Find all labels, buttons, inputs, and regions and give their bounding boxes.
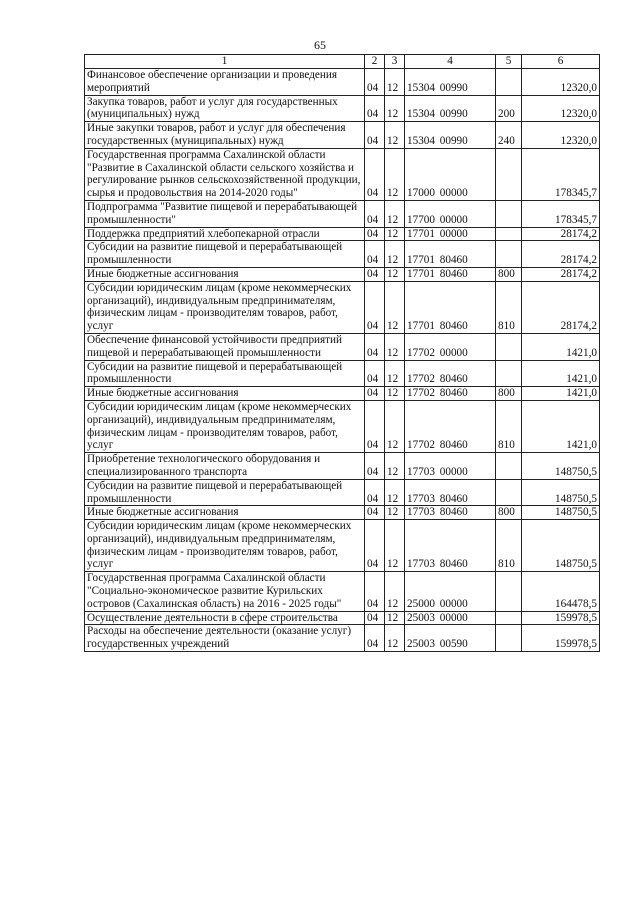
amount: 164478,5: [522, 572, 600, 611]
table-row: [85, 387, 600, 401]
expense-type-code: 800: [496, 387, 522, 401]
expense-type-code: [496, 200, 522, 227]
expense-type-code: 800: [496, 267, 522, 281]
expense-type-code: [496, 69, 522, 96]
table-row: [85, 453, 600, 480]
table-row: [85, 333, 600, 360]
row-label: Субсидии на развитие пищевой и перерабатывающей промышленности: [85, 479, 365, 506]
section-code: 04: [365, 572, 385, 611]
subsection-code: 12: [385, 479, 405, 506]
subsection-code: 12: [385, 122, 405, 149]
subsection-code: 12: [385, 506, 405, 520]
amount: 1421,0: [522, 387, 600, 401]
row-label: Иные закупки товаров, работ и услуг для обеспечения государственных (муниципальных) нужд: [85, 122, 365, 149]
section-code: 04: [365, 69, 385, 96]
target-article-code: 25000 00000: [405, 572, 496, 611]
subsection-code: 12: [385, 400, 405, 452]
row-label: Обеспечение финансовой устойчивости предприятий пищевой и перерабатывающей промышленности: [85, 333, 365, 360]
target-article-code: 17701 80460: [405, 241, 496, 268]
section-code: 04: [365, 400, 385, 452]
row-label: Подпрограмма "Развитие пищевой и перерабатывающей промышленности": [85, 200, 365, 227]
row-label: Приобретение технологического оборудования и специализированного транспорта: [85, 453, 365, 480]
subsection-code: 12: [385, 241, 405, 268]
expense-type-code: [496, 227, 522, 241]
table-row: [85, 200, 600, 227]
subsection-code: 12: [385, 360, 405, 387]
target-article-code: 17000 00000: [405, 148, 496, 200]
amount: 28174,2: [522, 267, 600, 281]
section-code: 04: [365, 200, 385, 227]
target-article-code: 17702 80460: [405, 360, 496, 387]
section-code: 04: [365, 95, 385, 122]
section-code: 04: [365, 360, 385, 387]
table-row: [85, 572, 600, 611]
column-header: 1: [85, 55, 365, 69]
target-article-code: 17703 80460: [405, 506, 496, 520]
section-code: 04: [365, 281, 385, 333]
section-code: 04: [365, 227, 385, 241]
row-label: Закупка товаров, работ и услуг для государственных (муниципальных) нужд: [85, 95, 365, 122]
target-article-code: 17700 00000: [405, 200, 496, 227]
expense-type-code: 810: [496, 520, 522, 572]
table-row: [85, 227, 600, 241]
subsection-code: 12: [385, 148, 405, 200]
row-label: Расходы на обеспечение деятельности (оказание услуг) государственных учреждений: [85, 625, 365, 652]
amount: 12320,0: [522, 69, 600, 96]
table-row: [85, 267, 600, 281]
target-article-code: 17701 80460: [405, 281, 496, 333]
expense-type-code: [496, 241, 522, 268]
section-code: 04: [365, 267, 385, 281]
table-row: [85, 479, 600, 506]
expense-type-code: [496, 625, 522, 652]
target-article-code: 15304 00990: [405, 69, 496, 96]
column-header: 6: [522, 55, 600, 69]
table-row: [85, 95, 600, 122]
header-row: [85, 55, 600, 69]
amount: 148750,5: [522, 506, 600, 520]
table-row: [85, 241, 600, 268]
table-row: [85, 148, 600, 200]
table-row: [85, 520, 600, 572]
row-label: Государственная программа Сахалинской области "Социально-экономическое развитие Курильских островов (Сахалинская область) на 2016 - 2025 годы": [85, 572, 365, 611]
expense-type-code: [496, 148, 522, 200]
expense-type-code: [496, 333, 522, 360]
amount: 1421,0: [522, 360, 600, 387]
subsection-code: 12: [385, 333, 405, 360]
subsection-code: 12: [385, 69, 405, 96]
row-label: Субсидии на развитие пищевой и перерабатывающей промышленности: [85, 241, 365, 268]
target-article-code: 17703 00000: [405, 453, 496, 480]
target-article-code: 25003 00000: [405, 611, 496, 625]
column-header: 3: [385, 55, 405, 69]
amount: 178345,7: [522, 200, 600, 227]
column-header: 2: [365, 55, 385, 69]
target-article-code: 17703 80460: [405, 479, 496, 506]
amount: 1421,0: [522, 400, 600, 452]
table-row: [85, 281, 600, 333]
section-code: 04: [365, 520, 385, 572]
amount: 178345,7: [522, 148, 600, 200]
expense-type-code: [496, 360, 522, 387]
subsection-code: 12: [385, 387, 405, 401]
amount: 28174,2: [522, 281, 600, 333]
section-code: 04: [365, 479, 385, 506]
expense-type-code: 810: [496, 281, 522, 333]
column-header: 5: [496, 55, 522, 69]
amount: 28174,2: [522, 241, 600, 268]
section-code: 04: [365, 122, 385, 149]
target-article-code: 15304 00990: [405, 122, 496, 149]
subsection-code: 12: [385, 572, 405, 611]
section-code: 04: [365, 333, 385, 360]
amount: 159978,5: [522, 625, 600, 652]
row-label: Субсидии юридическим лицам (кроме некоммерческих организаций), индивидуальным предпринимателям, физическим лицам - производителям товаров, работ, услуг: [85, 281, 365, 333]
target-article-code: 15304 00990: [405, 95, 496, 122]
subsection-code: 12: [385, 200, 405, 227]
row-label: Иные бюджетные ассигнования: [85, 506, 365, 520]
row-label: Поддержка предприятий хлебопекарной отрасли: [85, 227, 365, 241]
target-article-code: 17703 80460: [405, 520, 496, 572]
page-number: 65: [314, 38, 326, 52]
column-header: 4: [405, 55, 496, 69]
section-code: 04: [365, 148, 385, 200]
section-code: 04: [365, 241, 385, 268]
subsection-code: 12: [385, 453, 405, 480]
amount: 159978,5: [522, 611, 600, 625]
section-code: 04: [365, 387, 385, 401]
subsection-code: 12: [385, 95, 405, 122]
amount: 148750,5: [522, 479, 600, 506]
target-article-code: 25003 00590: [405, 625, 496, 652]
expense-type-code: [496, 479, 522, 506]
row-label: Иные бюджетные ассигнования: [85, 387, 365, 401]
subsection-code: 12: [385, 227, 405, 241]
subsection-code: 12: [385, 281, 405, 333]
row-label: Субсидии юридическим лицам (кроме некоммерческих организаций), индивидуальным предпринимателям, физическим лицам - производителям товаров, работ, услуг: [85, 520, 365, 572]
table-row: [85, 506, 600, 520]
table-row: [85, 611, 600, 625]
subsection-code: 12: [385, 267, 405, 281]
budget-table: [84, 54, 600, 652]
amount: 12320,0: [522, 95, 600, 122]
table-row: [85, 69, 600, 96]
target-article-code: 17702 00000: [405, 333, 496, 360]
amount: 12320,0: [522, 122, 600, 149]
expense-type-code: 240: [496, 122, 522, 149]
amount: 28174,2: [522, 227, 600, 241]
section-code: 04: [365, 453, 385, 480]
row-label: Субсидии юридическим лицам (кроме некоммерческих организаций), индивидуальным предпринимателям, физическим лицам - производителям товаров, работ, услуг: [85, 400, 365, 452]
row-label: Государственная программа Сахалинской области "Развитие в Сахалинской области сельского хозяйства и регулирование рынков сельскохозяйственной продукции, сырья и продовольствия на 2014-2020 годы": [85, 148, 365, 200]
subsection-code: 12: [385, 611, 405, 625]
expense-type-code: [496, 453, 522, 480]
expense-type-code: 800: [496, 506, 522, 520]
subsection-code: 12: [385, 520, 405, 572]
expense-type-code: 200: [496, 95, 522, 122]
amount: 1421,0: [522, 333, 600, 360]
table-row: [85, 400, 600, 452]
row-label: Финансовое обеспечение организации и проведения мероприятий: [85, 69, 365, 96]
section-code: 04: [365, 506, 385, 520]
row-label: Осуществление деятельности в сфере строительства: [85, 611, 365, 625]
target-article-code: 17702 80460: [405, 400, 496, 452]
section-code: 04: [365, 611, 385, 625]
expense-type-code: [496, 572, 522, 611]
expense-type-code: [496, 611, 522, 625]
amount: 148750,5: [522, 453, 600, 480]
target-article-code: 17701 80460: [405, 267, 496, 281]
section-code: 04: [365, 625, 385, 652]
subsection-code: 12: [385, 625, 405, 652]
target-article-code: 17701 00000: [405, 227, 496, 241]
table-body: [85, 69, 600, 652]
table-row: [85, 360, 600, 387]
table-row: [85, 625, 600, 652]
row-label: Иные бюджетные ассигнования: [85, 267, 365, 281]
expense-type-code: 810: [496, 400, 522, 452]
table-row: [85, 122, 600, 149]
target-article-code: 17702 80460: [405, 387, 496, 401]
amount: 148750,5: [522, 520, 600, 572]
row-label: Субсидии на развитие пищевой и перерабатывающей промышленности: [85, 360, 365, 387]
